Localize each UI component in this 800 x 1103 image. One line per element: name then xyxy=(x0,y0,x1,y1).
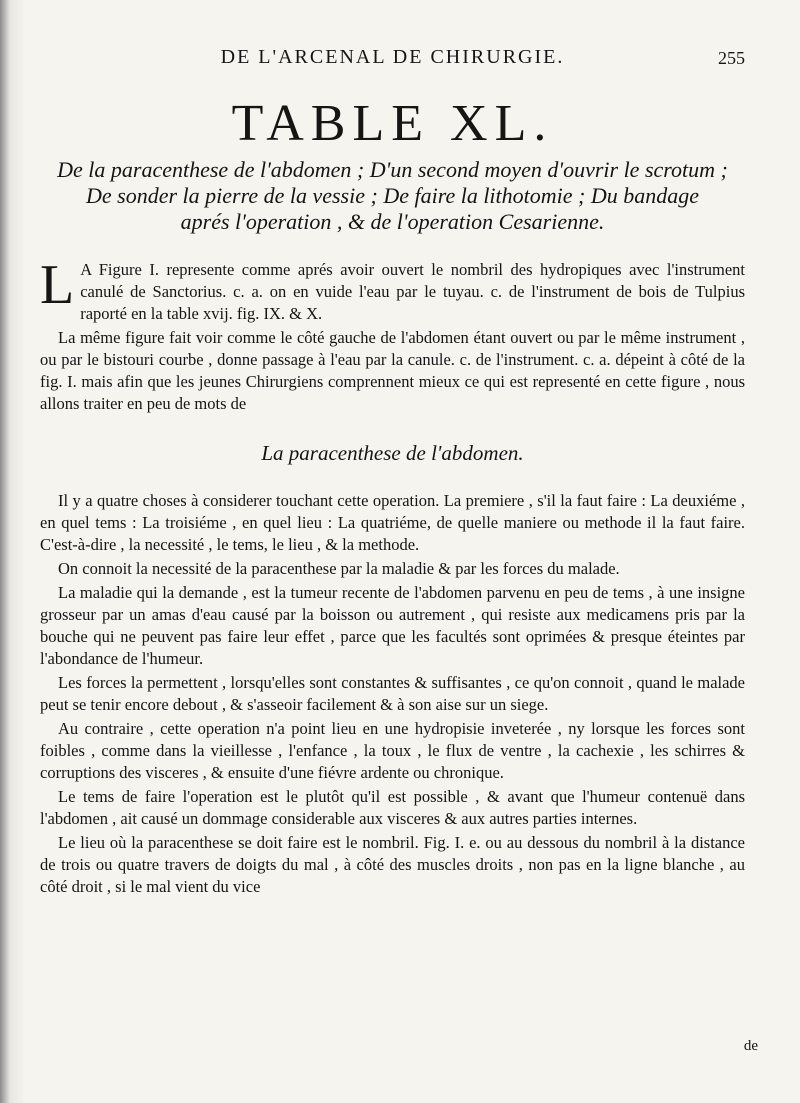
page-text xyxy=(40,40,745,900)
paragraph: Au contraire , cette operation n'a point lieu en une hydropisie inveterée , ny lorsque les forces sont foibles , comme dans la vieillesse , l'enfance , la toux , le flux de ventre , la cachexie , les schirres & corruptions des visceres , & ensuite d'une fiévre ardente ou chronique. xyxy=(40,719,745,782)
paragraph: Il y a quatre choses à considerer touchant cette operation. La premiere , s'il la faut faire : La deuxiéme , en quel tems : La troisiéme , en quel lieu : La quatriéme, de quelle maniere ou methode il la faut faire. C'est-à-dire , la necessité , le tems, le lieu , & la methode. xyxy=(40,491,745,554)
intro-paragraph-2: La même figure fait voir comme le côté gauche de l'abdomen étant ouvert ou par le même instrument , ou par le bistouri courbe , donne passage à l'eau par la canule. c. de l'instrument. c. a. dépeint à côté de la fig. I. mais afin que les jeunes Chirurgiens comprennent mieux ce qui est representé en cette figure , nous allons traiter en peu de mots de xyxy=(40,328,745,413)
page-number: 255 xyxy=(718,48,745,68)
drop-cap: L xyxy=(40,254,75,316)
subtitle-line: aprés l'operation , & de l'operation Cesarienne. xyxy=(180,209,605,234)
paragraph: Le tems de faire l'operation est le plutôt qu'il est possible , & avant que l'humeur contenuë dans l'abdomen , ait causé un dommage considerable aux visceres & aux autres parties internes. xyxy=(40,787,745,828)
intro-paragraph xyxy=(40,254,745,325)
section-heading: La paracenthese de l'abdomen. xyxy=(261,441,524,465)
intro-paragraph-text: A Figure I. represente comme aprés avoir ouvert le nombril des hydropiques avec l'instrument canulé de Sanctorius. c. a. on en vuide l'eau par le tuyau. c. de l'instrument de bois de Tulpius raporté en la table xvij. fig. IX. & X. xyxy=(80,260,745,323)
subtitle-line: De sonder la pierre de la vessie ; De faire la lithotomie ; Du bandage xyxy=(85,183,700,208)
running-header xyxy=(40,40,745,82)
catchword: de xyxy=(743,1038,758,1054)
paragraph: La maladie qui la demande , est la tumeur recente de l'abdomen parvenu en peu de tems , à une insigne grosseur par un amas d'eau causé par la boisson ou autrement , qui resiste aux medicamens pris par la bouche qui ne peuvent pas faire leur effet , parce que les facultés sont oprimées & presque éteintes par l'abondance de l'humeur. xyxy=(40,583,745,668)
table-subtitle xyxy=(40,157,745,235)
table-title: TABLE XL. xyxy=(231,95,554,152)
subtitle-line: De la paracenthese de l'abdomen ; D'un second moyen d'ouvrir le scrotum ; xyxy=(57,157,728,182)
paragraph: On connoit la necessité de la paracenthese par la maladie & par les forces du malade. xyxy=(58,559,620,578)
paragraph: Les forces la permettent , lorsqu'elles sont constantes & suffisantes , ce qu'on connoit , quand le malade peut se tenir encore debout , & s'asseoir facilement & à son aise sur un siege. xyxy=(40,673,745,714)
paragraph: Le lieu où la paracenthese se doit faire est le nombril. Fig. I. e. ou au dessous du nombril à la distance de trois ou quatre travers de doigts du mal , à côté des muscles droits , non pas en la ligne blanche , au côté droit , si le mal vient du vice xyxy=(40,833,745,896)
running-title: DE L'ARCENAL DE CHIRURGIE. xyxy=(220,46,565,68)
body-text xyxy=(40,254,745,898)
